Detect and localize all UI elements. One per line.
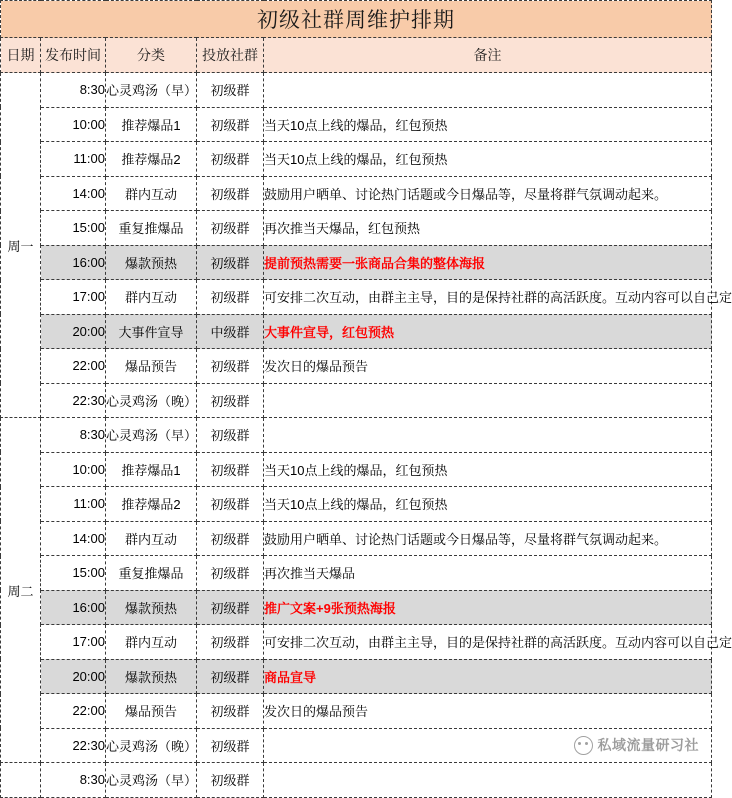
cell-time[interactable]: 15:00 bbox=[41, 211, 106, 246]
note-text: 当天10点上线的爆品，红包预热 bbox=[264, 497, 448, 513]
cell-time[interactable]: 14:00 bbox=[41, 176, 106, 211]
table-row bbox=[1, 142, 712, 177]
table-row bbox=[1, 73, 712, 108]
cell-group[interactable]: 初级群 bbox=[197, 728, 264, 763]
cell-time[interactable]: 8:30 bbox=[41, 73, 106, 108]
cell-note[interactable] bbox=[264, 349, 712, 384]
cell-category[interactable]: 推荐爆品2 bbox=[106, 487, 197, 522]
cell-time[interactable]: 17:00 bbox=[41, 625, 106, 660]
column-header-day[interactable]: 日期 bbox=[1, 38, 41, 73]
table-row bbox=[1, 107, 712, 142]
column-header-group[interactable]: 投放社群 bbox=[197, 38, 264, 73]
table-head bbox=[1, 1, 712, 73]
cell-group[interactable]: 初级群 bbox=[197, 73, 264, 108]
day-label-cell bbox=[1, 763, 41, 798]
table-row bbox=[1, 556, 712, 591]
cell-time[interactable]: 11:00 bbox=[41, 142, 106, 177]
cell-group[interactable]: 初级群 bbox=[197, 763, 264, 798]
cell-category[interactable]: 群内互动 bbox=[106, 176, 197, 211]
cell-group[interactable]: 初级群 bbox=[197, 176, 264, 211]
cell-note[interactable] bbox=[264, 659, 712, 694]
column-header-category[interactable]: 分类 bbox=[106, 38, 197, 73]
cell-note[interactable] bbox=[264, 590, 712, 625]
cell-category[interactable]: 大事件宣导 bbox=[106, 314, 197, 349]
day-label-cell: 周二 bbox=[1, 418, 41, 763]
column-header-note[interactable]: 备注 bbox=[264, 38, 712, 73]
cell-category[interactable]: 群内互动 bbox=[106, 625, 197, 660]
cell-time[interactable]: 16:00 bbox=[41, 245, 106, 280]
note-text: 鼓励用户晒单、讨论热门话题或今日爆品等，尽量将群气氛调动起来。 bbox=[264, 186, 668, 202]
cell-time[interactable]: 17:00 bbox=[41, 280, 106, 315]
column-header-time[interactable]: 发布时间 bbox=[41, 38, 106, 73]
cell-group[interactable]: 初级群 bbox=[197, 487, 264, 522]
table-row bbox=[1, 245, 712, 280]
note-text: 鼓励用户晒单、讨论热门话题或今日爆品等，尽量将群气氛调动起来。 bbox=[264, 531, 668, 547]
cell-note[interactable] bbox=[264, 314, 712, 349]
note-text: 发次日的爆品预告 bbox=[264, 359, 369, 375]
note-text: 当天10点上线的爆品，红包预热 bbox=[264, 462, 448, 478]
cell-category[interactable]: 推荐爆品1 bbox=[106, 452, 197, 487]
cell-group[interactable]: 初级群 bbox=[197, 659, 264, 694]
cell-group[interactable]: 初级群 bbox=[197, 556, 264, 591]
table-row bbox=[1, 487, 712, 522]
cell-time[interactable]: 22:00 bbox=[41, 349, 106, 384]
cell-group[interactable]: 初级群 bbox=[197, 280, 264, 315]
table-row bbox=[1, 763, 712, 798]
cell-group[interactable]: 初级群 bbox=[197, 142, 264, 177]
cell-note[interactable] bbox=[264, 556, 712, 591]
cell-time[interactable]: 10:00 bbox=[41, 107, 106, 142]
cell-category[interactable]: 推荐爆品1 bbox=[106, 107, 197, 142]
cell-category[interactable]: 爆品预告 bbox=[106, 349, 197, 384]
table-row bbox=[1, 590, 712, 625]
cell-note[interactable] bbox=[264, 211, 712, 246]
cell-category[interactable]: 心灵鸡汤（早） bbox=[106, 73, 197, 108]
cell-group[interactable]: 初级群 bbox=[197, 349, 264, 384]
cell-note[interactable] bbox=[264, 280, 732, 315]
cell-category[interactable]: 群内互动 bbox=[106, 280, 197, 315]
cell-time[interactable]: 20:00 bbox=[41, 659, 106, 694]
table-row bbox=[1, 694, 712, 729]
cell-note[interactable] bbox=[264, 728, 712, 763]
cell-note[interactable] bbox=[264, 418, 712, 453]
cell-group[interactable]: 初级群 bbox=[197, 694, 264, 729]
cell-note[interactable] bbox=[264, 487, 712, 522]
note-text: 发次日的爆品预告 bbox=[264, 704, 369, 720]
cell-note[interactable] bbox=[264, 107, 712, 142]
cell-note[interactable] bbox=[264, 694, 712, 729]
note-text: 可安排二次互动，由群主主导，目的是保持社群的高活跃度。互动内容可以自己定 bbox=[264, 635, 732, 651]
cell-time[interactable]: 14:00 bbox=[41, 521, 106, 556]
header-row bbox=[1, 38, 712, 73]
cell-note[interactable] bbox=[264, 452, 712, 487]
page-title: 初级社群周维护排期 bbox=[1, 1, 712, 38]
cell-group[interactable]: 初级群 bbox=[197, 383, 264, 418]
table-row bbox=[1, 176, 712, 211]
title-row bbox=[1, 1, 712, 38]
cell-group[interactable]: 初级群 bbox=[197, 245, 264, 280]
table-row bbox=[1, 349, 712, 384]
cell-time[interactable]: 11:00 bbox=[41, 487, 106, 522]
cell-group[interactable]: 初级群 bbox=[197, 521, 264, 556]
cell-group[interactable]: 初级群 bbox=[197, 107, 264, 142]
cell-note[interactable] bbox=[264, 521, 712, 556]
cell-category[interactable]: 爆款预热 bbox=[106, 590, 197, 625]
cell-group[interactable]: 初级群 bbox=[197, 418, 264, 453]
cell-note[interactable] bbox=[264, 73, 712, 108]
cell-category[interactable]: 心灵鸡汤（早） bbox=[106, 763, 197, 798]
note-text: 提前预热需要一张商品合集的整体海报 bbox=[264, 255, 486, 271]
table-row bbox=[1, 211, 712, 246]
table-row bbox=[1, 452, 712, 487]
cell-time[interactable]: 22:30 bbox=[41, 383, 106, 418]
cell-note[interactable] bbox=[264, 625, 732, 660]
table-row bbox=[1, 521, 712, 556]
table-row bbox=[1, 383, 712, 418]
cell-category[interactable]: 心灵鸡汤（晚） bbox=[106, 728, 197, 763]
cell-time[interactable]: 8:30 bbox=[41, 763, 106, 798]
table-row bbox=[1, 280, 712, 315]
note-text: 当天10点上线的爆品，红包预热 bbox=[264, 152, 448, 168]
watermark-label: 私域流量研习社 bbox=[597, 738, 699, 754]
note-text: 推广文案+9张预热海报 bbox=[264, 600, 396, 616]
note-text: 再次推当天爆品，红包预热 bbox=[264, 221, 421, 237]
cell-time[interactable]: 22:00 bbox=[41, 694, 106, 729]
cell-time[interactable]: 22:30 bbox=[41, 728, 106, 763]
table-row bbox=[1, 659, 712, 694]
cell-note[interactable] bbox=[264, 176, 712, 211]
cell-group[interactable]: 初级群 bbox=[197, 211, 264, 246]
note-text: 再次推当天爆品 bbox=[264, 566, 356, 582]
cell-category[interactable]: 推荐爆品2 bbox=[106, 142, 197, 177]
table-row bbox=[1, 728, 712, 763]
cell-category[interactable]: 爆款预热 bbox=[106, 659, 197, 694]
cell-category[interactable]: 重复推爆品 bbox=[106, 211, 197, 246]
cell-group[interactable]: 初级群 bbox=[197, 590, 264, 625]
table-row bbox=[1, 418, 712, 453]
cell-category[interactable]: 心灵鸡汤（晚） bbox=[106, 383, 197, 418]
table-body bbox=[1, 73, 732, 798]
cell-group[interactable]: 初级群 bbox=[197, 625, 264, 660]
cell-category[interactable]: 群内互动 bbox=[106, 521, 197, 556]
cell-time[interactable]: 8:30 bbox=[41, 418, 106, 453]
cell-note[interactable] bbox=[264, 763, 712, 798]
cell-category[interactable]: 重复推爆品 bbox=[106, 556, 197, 591]
table-row bbox=[1, 625, 712, 660]
cell-group[interactable]: 中级群 bbox=[197, 314, 264, 349]
cell-note[interactable] bbox=[264, 245, 712, 280]
cell-group[interactable]: 初级群 bbox=[197, 452, 264, 487]
cell-time[interactable]: 20:00 bbox=[41, 314, 106, 349]
note-text: 当天10点上线的爆品，红包预热 bbox=[264, 117, 448, 133]
note-text: 大事件宣导，红包预热 bbox=[264, 324, 395, 340]
table-row bbox=[1, 314, 712, 349]
cell-category[interactable]: 爆款预热 bbox=[106, 245, 197, 280]
day-label-cell: 周一 bbox=[1, 73, 41, 418]
cell-time[interactable]: 10:00 bbox=[41, 452, 106, 487]
cell-category[interactable]: 爆品预告 bbox=[106, 694, 197, 729]
cell-note[interactable] bbox=[264, 383, 712, 418]
cell-time[interactable]: 15:00 bbox=[41, 556, 106, 591]
note-text: 商品宣导 bbox=[264, 669, 317, 685]
cell-time[interactable]: 16:00 bbox=[41, 590, 106, 625]
cell-note[interactable] bbox=[264, 142, 712, 177]
note-text: 可安排二次互动，由群主主导，目的是保持社群的高活跃度。互动内容可以自己定 bbox=[264, 290, 732, 306]
cell-category[interactable]: 心灵鸡汤（早） bbox=[106, 418, 197, 453]
